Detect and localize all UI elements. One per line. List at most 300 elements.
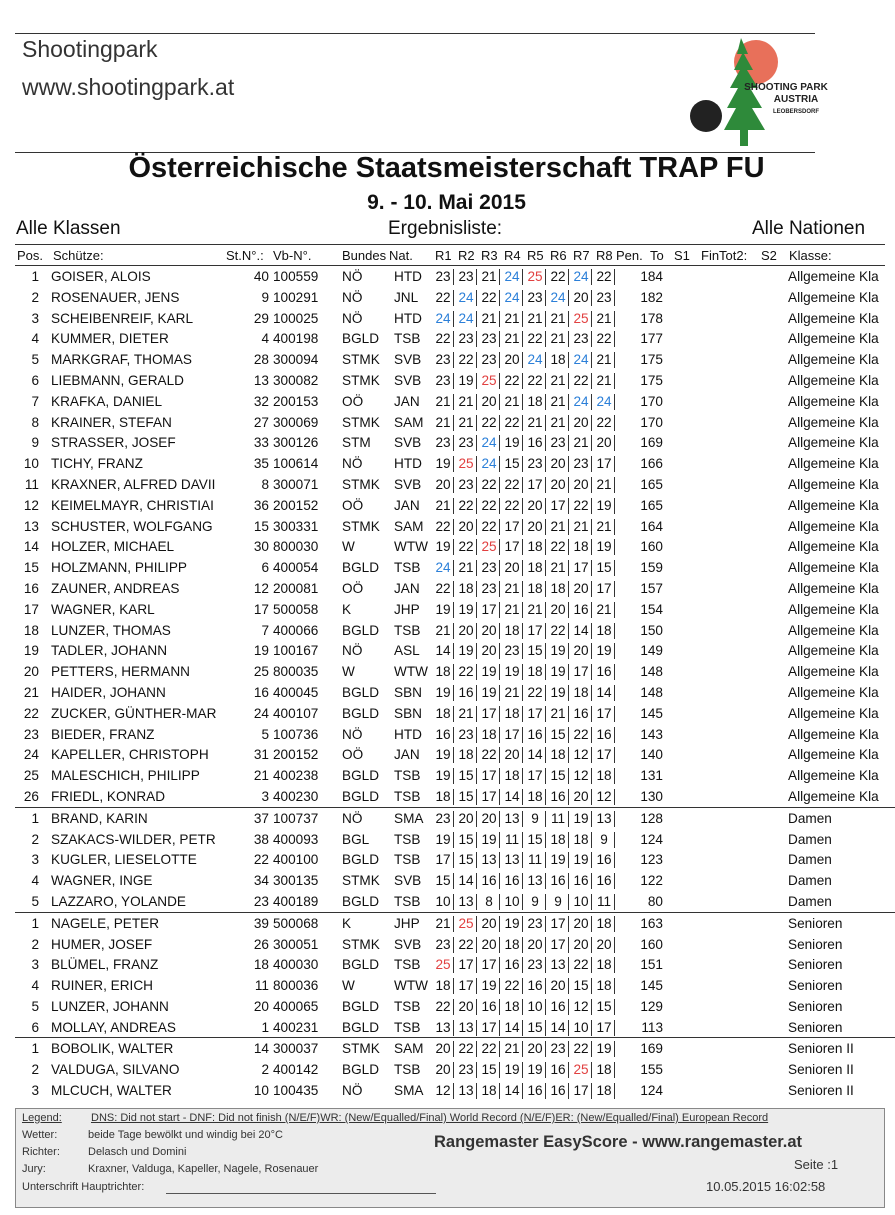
table-row [15, 891, 895, 912]
weather-text: beide Tage bewölkt und windig bei 20°C [88, 1129, 283, 1141]
row-association-number: 400198 [273, 331, 319, 347]
row-shooter-name: ZAUNER, ANDREAS [51, 580, 180, 596]
row-shooter-name: NAGELE, PETER [51, 915, 160, 931]
row-round-7: 22 [571, 498, 592, 514]
row-round-4: 21 [502, 1041, 523, 1057]
row-state: BGLD [342, 331, 380, 347]
row-position: 18 [23, 622, 39, 638]
row-shooter-name: KUGLER, LIESELOTTE [51, 852, 197, 868]
row-round-6: 21 [548, 519, 569, 535]
row-total: 184 [640, 269, 663, 284]
row-total: 80 [647, 893, 663, 909]
row-round-7: 16 [571, 873, 592, 889]
row-shooter-name: HUMER, JOSEF [51, 936, 153, 952]
row-round-7: 15 [571, 978, 592, 994]
row-club: SBN [394, 684, 422, 700]
row-class: Allgemeine Kla [788, 539, 879, 555]
table-row [15, 849, 895, 870]
row-round-4: 21 [502, 331, 523, 347]
row-round-8: 18 [594, 1062, 615, 1078]
row-association-number: 300071 [273, 476, 319, 492]
row-round-5: 15 [525, 832, 546, 848]
row-round-8: 18 [594, 978, 615, 994]
row-association-number: 300037 [273, 1041, 319, 1057]
row-position: 1 [31, 269, 39, 284]
col-r4: R4 [504, 248, 521, 263]
row-shooter-name: HAIDER, JOHANN [51, 684, 166, 700]
row-round-3: 18 [479, 1083, 500, 1099]
row-round-6: 18 [548, 581, 569, 597]
row-club: TSB [394, 768, 421, 784]
row-position: 5 [31, 352, 39, 368]
row-round-5: 22 [525, 373, 546, 389]
table-row [15, 370, 895, 391]
row-shooter-name: KRAINER, STEFAN [51, 414, 172, 430]
row-round-8: 19 [594, 498, 615, 514]
row-round-7: 22 [571, 727, 592, 743]
row-round-5: 15 [525, 643, 546, 659]
row-position: 10 [23, 456, 39, 472]
row-round-5: 18 [525, 560, 546, 576]
row-round-3: 24 [479, 435, 500, 451]
row-total: 128 [640, 810, 663, 826]
row-round-3: 20 [479, 916, 500, 932]
row-round-5: 16 [525, 435, 546, 451]
row-state: STMK [342, 873, 380, 889]
row-round-7: 19 [571, 811, 592, 827]
row-class: Senioren II [788, 1083, 854, 1099]
row-association-number: 100614 [273, 456, 319, 472]
row-round-4: 19 [502, 435, 523, 451]
row-total: 148 [640, 664, 663, 680]
row-club: TSB [394, 560, 421, 576]
row-round-5: 23 [525, 916, 546, 932]
row-round-2: 22 [456, 937, 477, 953]
row-round-5: 18 [525, 789, 546, 805]
referee-text: Delasch und Domini [88, 1146, 187, 1158]
row-round-1: 18 [433, 664, 454, 680]
row-state: STMK [342, 1041, 380, 1057]
row-shooter-name: ROSENAUER, JENS [51, 289, 180, 305]
row-association-number: 300094 [273, 352, 319, 368]
row-total: 140 [640, 747, 663, 763]
row-round-2: 13 [456, 1083, 477, 1099]
row-round-7: 12 [571, 768, 592, 784]
row-round-4: 24 [502, 290, 523, 306]
row-round-7: 17 [571, 1083, 592, 1099]
row-association-number: 300082 [273, 372, 319, 388]
row-round-3: 17 [479, 957, 500, 973]
row-round-6: 21 [548, 415, 569, 431]
row-class: Senioren [788, 978, 843, 994]
row-association-number: 400107 [273, 705, 319, 721]
row-round-6: 21 [548, 331, 569, 347]
row-state: BGLD [342, 1062, 380, 1078]
row-round-1: 23 [433, 373, 454, 389]
row-association-number: 400238 [273, 768, 319, 784]
row-round-4: 20 [502, 560, 523, 576]
row-round-5: 23 [525, 957, 546, 973]
row-shooter-name: SCHUSTER, WOLFGANG [51, 518, 213, 534]
row-club: TSB [394, 788, 421, 804]
col-pos: Pos. [17, 248, 44, 263]
row-start-number: 40 [253, 269, 269, 284]
row-club: SVB [394, 352, 422, 368]
row-position: 13 [23, 518, 39, 534]
row-round-1: 14 [433, 643, 454, 659]
row-round-3: 25 [479, 539, 500, 555]
row-round-7: 25 [571, 311, 592, 327]
row-class: Allgemeine Kla [788, 560, 879, 576]
row-position: 8 [31, 414, 39, 430]
row-class: Allgemeine Kla [788, 393, 879, 409]
row-round-1: 15 [433, 873, 454, 889]
row-class: Allgemeine Kla [788, 414, 879, 430]
row-round-8: 19 [594, 643, 615, 659]
row-round-8: 21 [594, 519, 615, 535]
table-row [15, 934, 895, 955]
row-start-number: 19 [253, 643, 269, 659]
row-total: 177 [640, 331, 663, 347]
row-class: Allgemeine Kla [788, 456, 879, 472]
row-class: Allgemeine Kla [788, 289, 879, 305]
table-row [15, 266, 895, 287]
row-round-8: 16 [594, 727, 615, 743]
row-round-6: 9 [548, 894, 569, 910]
row-club: SAM [394, 414, 424, 430]
row-round-6: 15 [548, 727, 569, 743]
row-shooter-name: MOLLAY, ANDREAS [51, 1019, 176, 1035]
row-round-7: 20 [571, 290, 592, 306]
row-round-1: 23 [433, 352, 454, 368]
row-shooter-name: BLÜMEL, FRANZ [51, 957, 159, 973]
print-datetime: 10.05.2015 16:02:58 [706, 1179, 826, 1194]
row-round-7: 21 [571, 519, 592, 535]
row-round-6: 18 [548, 747, 569, 763]
table-row [15, 620, 895, 641]
row-round-6: 20 [548, 477, 569, 493]
row-association-number: 100737 [273, 810, 319, 826]
row-round-4: 22 [502, 477, 523, 493]
row-round-8: 18 [594, 916, 615, 932]
row-position: 2 [31, 1062, 39, 1078]
row-round-3: 17 [479, 1020, 500, 1036]
table-row [15, 765, 895, 786]
row-round-7: 20 [571, 643, 592, 659]
row-round-2: 22 [456, 352, 477, 368]
row-state: NÖ [342, 269, 363, 284]
row-round-3: 18 [479, 727, 500, 743]
row-round-8: 21 [594, 311, 615, 327]
row-total: 148 [640, 684, 663, 700]
row-round-1: 25 [433, 957, 454, 973]
row-class: Allgemeine Kla [788, 601, 879, 617]
table-row [15, 349, 895, 370]
row-shooter-name: SCHEIBENREIF, KARL [51, 310, 194, 326]
logo-line1: SHOOTING PARK [744, 82, 828, 93]
row-round-5: 17 [525, 477, 546, 493]
row-start-number: 23 [253, 893, 269, 909]
row-round-4: 21 [502, 581, 523, 597]
row-round-2: 24 [456, 311, 477, 327]
row-position: 14 [23, 539, 39, 555]
row-round-3: 20 [479, 811, 500, 827]
row-state: W [342, 539, 355, 555]
row-round-8: 17 [594, 456, 615, 472]
row-club: SVB [394, 435, 422, 451]
row-start-number: 5 [261, 726, 269, 742]
row-position: 2 [31, 831, 39, 847]
row-association-number: 500068 [273, 915, 319, 931]
row-round-3: 22 [479, 415, 500, 431]
row-round-1: 22 [433, 581, 454, 597]
col-r8: R8 [596, 248, 613, 263]
row-round-4: 18 [502, 999, 523, 1015]
row-club: TSB [394, 1019, 421, 1035]
row-club: HTD [394, 269, 422, 284]
row-round-6: 16 [548, 1083, 569, 1099]
row-round-5: 16 [525, 727, 546, 743]
row-club: SVB [394, 936, 422, 952]
row-club: HTD [394, 726, 422, 742]
col-vb: Vb-N°. [273, 248, 312, 263]
row-round-1: 20 [433, 1062, 454, 1078]
row-round-3: 19 [479, 664, 500, 680]
row-total: 165 [640, 476, 663, 492]
row-state: STMK [342, 372, 380, 388]
legend-label: Legend: [22, 1112, 62, 1124]
row-round-5: 16 [525, 978, 546, 994]
row-round-2: 13 [456, 894, 477, 910]
row-class: Allgemeine Kla [788, 331, 879, 347]
table-row [15, 287, 895, 308]
row-association-number: 200152 [273, 747, 319, 763]
row-round-8: 22 [594, 269, 615, 285]
row-round-7: 22 [571, 1041, 592, 1057]
row-round-3: 16 [479, 873, 500, 889]
row-round-1: 23 [433, 269, 454, 285]
row-shooter-name: KAPELLER, CHRISTOPH [51, 747, 209, 763]
row-round-4: 23 [502, 643, 523, 659]
row-round-2: 17 [456, 978, 477, 994]
row-round-3: 17 [479, 768, 500, 784]
row-shooter-name: LUNZER, THOMAS [51, 622, 171, 638]
row-round-8: 24 [594, 394, 615, 410]
row-round-1: 20 [433, 477, 454, 493]
row-state: BGLD [342, 684, 380, 700]
table-row [15, 453, 895, 474]
row-round-6: 20 [548, 978, 569, 994]
row-start-number: 9 [261, 289, 269, 305]
row-position: 3 [31, 852, 39, 868]
row-round-4: 16 [502, 873, 523, 889]
table-row [15, 1017, 895, 1038]
row-class: Allgemeine Kla [788, 684, 879, 700]
col-r7: R7 [573, 248, 590, 263]
row-start-number: 31 [253, 747, 269, 763]
table-row [15, 682, 895, 703]
table-row [15, 1080, 895, 1101]
row-round-4: 18 [502, 706, 523, 722]
row-club: JHP [394, 601, 420, 617]
row-total: 178 [640, 310, 663, 326]
row-round-1: 23 [433, 937, 454, 953]
row-position: 9 [31, 435, 39, 451]
table-row [15, 996, 895, 1017]
row-association-number: 300069 [273, 414, 319, 430]
table-row [15, 744, 895, 765]
row-round-8: 19 [594, 539, 615, 555]
row-round-3: 22 [479, 498, 500, 514]
row-shooter-name: STRASSER, JOSEF [51, 435, 176, 451]
row-round-2: 15 [456, 768, 477, 784]
row-round-6: 13 [548, 957, 569, 973]
row-class: Senioren [788, 1019, 843, 1035]
row-round-2: 25 [456, 916, 477, 932]
row-round-3: 21 [479, 311, 500, 327]
row-position: 24 [23, 747, 39, 763]
row-club: WTW [394, 539, 428, 555]
row-position: 1 [31, 1041, 39, 1057]
row-round-3: 23 [479, 331, 500, 347]
col-nat: Nat. [389, 248, 413, 263]
row-round-1: 24 [433, 311, 454, 327]
row-club: HTD [394, 310, 422, 326]
row-total: 122 [640, 873, 663, 889]
row-association-number: 400030 [273, 957, 319, 973]
col-name: Schütze: [53, 248, 104, 263]
row-round-4: 18 [502, 623, 523, 639]
row-class: Allgemeine Kla [788, 664, 879, 680]
row-round-2: 14 [456, 873, 477, 889]
row-total: 163 [640, 915, 663, 931]
row-position: 4 [31, 978, 39, 994]
row-round-3: 20 [479, 623, 500, 639]
row-round-3: 23 [479, 560, 500, 576]
row-round-3: 17 [479, 706, 500, 722]
row-round-7: 14 [571, 623, 592, 639]
row-state: OÖ [342, 747, 364, 763]
row-association-number: 300331 [273, 518, 319, 534]
table-row [15, 536, 895, 557]
row-round-4: 21 [502, 602, 523, 618]
row-round-7: 10 [571, 1020, 592, 1036]
row-class: Damen [788, 852, 832, 868]
row-shooter-name: KUMMER, DIETER [51, 331, 169, 347]
row-start-number: 39 [253, 915, 269, 931]
row-shooter-name: BOBOLIK, WALTER [51, 1041, 174, 1057]
row-round-6: 22 [548, 539, 569, 555]
row-round-5: 20 [525, 519, 546, 535]
row-total: 175 [640, 372, 663, 388]
row-start-number: 8 [261, 476, 269, 492]
row-position: 15 [23, 560, 39, 576]
row-club: TSB [394, 957, 421, 973]
row-round-7: 23 [571, 331, 592, 347]
row-round-4: 13 [502, 811, 523, 827]
row-round-2: 23 [456, 1062, 477, 1078]
row-round-4: 14 [502, 789, 523, 805]
row-round-8: 15 [594, 560, 615, 576]
row-position: 6 [31, 372, 39, 388]
results-column-header [15, 244, 885, 266]
row-total: 170 [640, 393, 663, 409]
row-round-6: 21 [548, 373, 569, 389]
row-state: BGLD [342, 852, 380, 868]
row-round-4: 19 [502, 664, 523, 680]
row-round-4: 11 [502, 832, 523, 848]
row-shooter-name: TADLER, JOHANN [51, 643, 168, 659]
org-name: Shootingpark [22, 36, 158, 62]
row-round-8: 17 [594, 706, 615, 722]
row-state: BGLD [342, 560, 380, 576]
row-round-5: 20 [525, 1041, 546, 1057]
col-r3: R3 [481, 248, 498, 263]
row-round-5: 22 [525, 685, 546, 701]
row-association-number: 100435 [273, 1083, 319, 1099]
row-association-number: 500058 [273, 601, 319, 617]
row-round-3: 22 [479, 747, 500, 763]
row-total: 124 [640, 1083, 663, 1099]
row-round-2: 22 [456, 498, 477, 514]
row-round-1: 19 [433, 539, 454, 555]
row-round-2: 15 [456, 852, 477, 868]
label-classes: Alle Klassen [16, 218, 121, 239]
row-round-6: 23 [548, 435, 569, 451]
col-pen: Pen. [616, 248, 643, 263]
row-round-5: 13 [525, 873, 546, 889]
row-start-number: 16 [253, 684, 269, 700]
row-round-5: 15 [525, 1020, 546, 1036]
row-round-1: 19 [433, 832, 454, 848]
row-class: Senioren [788, 998, 843, 1014]
row-round-2: 24 [456, 290, 477, 306]
row-position: 11 [24, 476, 39, 492]
row-round-1: 22 [433, 999, 454, 1015]
table-row [15, 661, 895, 682]
row-round-8: 13 [594, 811, 615, 827]
table-row [15, 599, 895, 620]
row-start-number: 11 [254, 978, 269, 994]
label-nations: Alle Nationen [752, 218, 866, 239]
row-round-5: 17 [525, 706, 546, 722]
row-round-6: 19 [548, 852, 569, 868]
row-round-7: 22 [571, 957, 592, 973]
row-class: Allgemeine Kla [788, 705, 879, 721]
row-round-5: 18 [525, 664, 546, 680]
row-round-2: 25 [456, 456, 477, 472]
row-association-number: 800030 [273, 539, 319, 555]
col-to: To [650, 248, 664, 263]
row-start-number: 28 [253, 352, 269, 368]
row-round-7: 24 [571, 352, 592, 368]
row-round-8: 20 [594, 937, 615, 953]
rangemaster-brand: Rangemaster EasyScore - www.rangemaster.at [434, 1133, 803, 1151]
row-state: K [342, 601, 352, 617]
row-class: Allgemeine Kla [788, 372, 879, 388]
row-position: 25 [23, 768, 39, 784]
row-shooter-name: BIEDER, FRANZ [51, 726, 155, 742]
row-round-4: 17 [502, 727, 523, 743]
row-class: Allgemeine Kla [788, 310, 879, 326]
row-position: 1 [31, 915, 39, 931]
row-association-number: 400066 [273, 622, 319, 638]
row-round-1: 18 [433, 978, 454, 994]
row-club: SVB [394, 476, 422, 492]
row-class: Allgemeine Kla [788, 788, 879, 804]
row-round-6: 18 [548, 832, 569, 848]
page-number: Seite :1 [794, 1157, 839, 1172]
